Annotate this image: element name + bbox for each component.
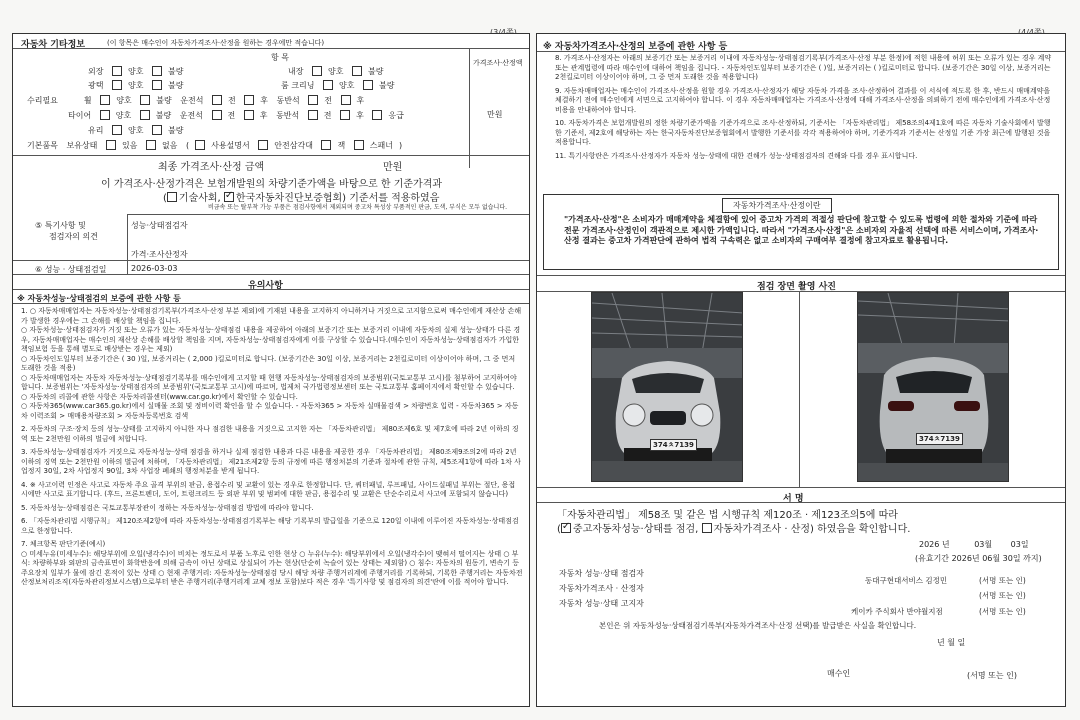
caution-title: 유의사항 [248,281,283,291]
room-clean-good-checkbox[interactable] [323,80,333,90]
exterior-good-checkbox[interactable] [112,66,122,76]
interior-bad-checkbox[interactable] [352,66,362,76]
interior-row: 내장 양호 불량 [288,67,384,76]
validity-period: (유효기간 2026년 06월 30일 까지) [915,554,1042,563]
spanner-checkbox[interactable] [354,140,364,150]
inspector-sign: (서명 또는 인) [979,576,1026,585]
special-appraiser: 가격·조사산정자 [131,250,188,259]
photo-title: 점검 장면 촬영 사진 [757,282,836,292]
used-car-check-checkbox[interactable] [561,523,571,533]
notes-list [21,307,523,703]
tire-driver-front-checkbox[interactable] [212,110,222,120]
front-plate: 374ㅊ7139 [650,439,697,451]
basis-small-note: 비금속 또는 탈부착 가능 부품은 점검사항에서 제외되며 중고차 특성상 부품적인 판금, 도색, 부식은 모두 없습니다. [208,204,508,211]
tire-bad-checkbox[interactable] [140,110,150,120]
other-info-title: 자동차 기타정보 [21,40,85,50]
price-item-9: 9. 자동차매매업자는 매수인이 가격조사·산정을 원할 경우 가격조사·산정자가 해당 자동차 가격을 조사·산정하여 결과를 이 서식에 적도록 한 후, 반드시 매매계약을 체결하기 전에 매수인에게 서면으로 고지하여야 합니다. 이 경우 자동차매매업자는 가격조사·산정에 대해 가격조사·산정을 의뢰하기 전에 매수인에게 가격조사·산정 비용을 안내하여야 합니다. [555,86,1051,114]
note-6: ○ 자동차365(www.car365.go.kr)에서 실매물 조회 및 정비이력 확인을 할 수 있습니다. - 자동차365 > 자동차 실매물검색 > 차량번호 입력 - 자동차365 > 자동차 이력조회 > 매매용차량조회 > 자동차등록번호 검색 [21,402,519,420]
jack-checkbox[interactable] [321,140,331,150]
sign-text-2: (✓ 중고자동차성능·상태를 점검, 자동차가격조사 · 산정) 하였음을 확인합니다. [557,520,910,535]
sign-text-1: 「자동차관리법」 제58조 및 같은 법 시행규칙 제120조 · 제123조의5에 따라 [557,510,898,521]
other-info-note: (이 항목은 매수인이 자동차가격조사·산정을 원하는 경우에만 적습니다) [107,39,325,47]
tire-driver-rear-checkbox[interactable] [244,110,254,120]
item-header: 항 목 [271,53,289,62]
tire-pass-front-checkbox[interactable] [308,110,318,120]
tire-row: 타이어 양호 불량 운전석 전 후 동반석 전 후 응급 [68,111,404,120]
appraiser-sign: (서명 또는 인) [979,591,1026,600]
note-7: 2. 자동차의 구조·장치 등의 성능·상태를 고지하지 아니한 자나 점검한 내용을 거짓으로 고지한 자는 「자동차관리법」 제80조제6호 및 제7호에 따라 2년 이하의 징역 또는 2천만원 이하의 벌금에 처합니다. [21,425,519,443]
sign-title: 서 명 [783,494,804,504]
wheel-row: 수리필요 휠 양호 불량 운전석 전 후 동반석 전 후 [27,96,365,105]
notice-box [543,194,1059,270]
basis-text-1: 이 가격조사·산정가격은 보험개발원의 차량기준가액을 바탕으로 한 기준가격과 [101,179,443,190]
note-1: 1. ○ 자동차매매업자는 자동차성능·상태점검기록부(가격조사·산정 부분 제외)에 기재된 내용을 고지하지 아니하거나 거짓으로 고지함으로써 매수인에게 재산상 손해가 발생한 경우에는 그 손해를 배상할 책임을 집니다. [21,307,522,325]
room-clean-row: 룸 크리닝 양호 불량 [281,81,395,90]
tire-good-checkbox[interactable] [100,110,110,120]
glass-bad-checkbox[interactable] [152,125,162,135]
right-page [536,33,1066,707]
note-8: 3. 자동차성능·상태점검자가 거짓으로 자동차성능·상태 점검을 하거나 실제 점검한 내용과 다른 내용을 제공한 경우 「자동차관리법」 제80조제9조의2에 따라 2년 이하의 징역 또는 2천만원 이하의 벌금에 처하며, 「자동차관리법」 제21조제2항 등의 규정에 따른 행정처분의 기준과 절차에 관한 규칙, 제5조제1항에 따라 1차 사업정지 30일, 2차 사업정지 90일, 3차 사업장 폐쇄의 행정처분을 받게 됩니다. [21,448,521,475]
final-price-label: 최종 가격조사·산정 금액 [158,162,265,173]
note-2: ○ 자동차성능·상태점검자가 거짓 또는 오류가 있는 자동차성능·상태점검 내용을 제공하여 아래의 보증기간 또는 보증거리 이내에 자동차의 실제 성능·상태가 다른 경우, 자동차매매업자는 매수인의 재산상 손해를 배상할 책임을 지며, 자동차성능·상태점검자에게 이를 구상할 수 있습니다.(매수인이 자동차성능·상태점검자가 가입한 책임보험 등을 통해 별도로 배상받는 경우는 제외) [21,326,521,353]
glass-good-checkbox[interactable] [112,125,122,135]
price-item-10: 10. 자동차가격은 보험개발원의 정한 차량기준가액을 기준가격으로 조사·산정하되, 기준서는 「자동차관리법」 제58조의4제1호에 따른 자동차 기술사회에서 발행한 기준서, 제2호에 해당하는 자는 한국자동차진단보증협회에서 발행한 기준서를 각각 적용하여야 하며, 기준가격과 기준서는 산정일 기준 가장 최근에 발행된 것을 적용합니다. [555,119,1051,146]
price-header: 가격조사·산정액 [473,59,523,67]
receipt-date: 년 월 일 [937,638,966,647]
front-car-photo [591,292,743,482]
wheel-driver-rear-checkbox[interactable] [244,95,254,105]
perf-date-label: ⑥ 성능 · 상태점검일 [35,265,107,274]
exterior-bad-checkbox[interactable] [152,66,162,76]
tire-emergency-checkbox[interactable] [372,110,382,120]
wheel-good-checkbox[interactable] [100,95,110,105]
note-12: 7. 체크항목 판단기준(예시) [21,540,106,548]
buyer-sign: (서명 또는 인) [967,671,1017,680]
wheel-bad-checkbox[interactable] [140,95,150,105]
gloss-good-checkbox[interactable] [112,80,122,90]
basis-text-2: ( 기술사회, ✓ 한국자동차진단보증협회) 기준서를 적용하였음 [163,189,439,204]
manual-checkbox[interactable] [195,140,205,150]
rear-car-photo [857,292,1009,482]
wheel-pass-rear-checkbox[interactable] [341,95,351,105]
notifier-sign: (서명 또는 인) [979,607,1026,616]
final-price-unit: 만원 [383,162,403,173]
special-inspector: 성능·상태점검자 [131,221,188,230]
kadia-checkbox[interactable] [224,192,234,202]
notice-text: "가격조사·산정"은 소비자가 매매계약을 체결함에 있어 중고차 가격의 적절성 판단에 참고할 수 있도록 법령에 의한 절차와 기준에 따라 전문 가격조사·산정인이 객관적으로 제시한 가액입니다. 따라서 "가격조사·산정"은 소비자의 자율적 선택에 따른 서비스이며, 가격조사·산정 결과는 중고차 가격판단에 관하여 법적 구속력은 없고 소비자의 구매여부 결정에 참고자료로 활용됩니다. [564,215,1039,245]
room-clean-bad-checkbox[interactable] [363,80,373,90]
gloss-row: 광택 양호 불량 [88,81,184,90]
price-items [555,54,1057,204]
notice-title: 자동차가격조사·산정이란 [722,198,832,213]
notifier-name: 케이카 주식회사 반야월지점 [851,607,943,616]
interior-good-checkbox[interactable] [312,66,322,76]
note-9: 4. ※ 사고이력 인정은 사고로 자동차 주요 골격 부위의 판금, 용접수리 및 교환이 있는 경우로 한정합니다. 단, 쿼터패널, 루프패널, 사이드실패널 부위는 절단, 용접 시에만 사고로 표기합니다. (후드, 프론트펜더, 도어, 트렁크리드 등 외판 부위 및 범퍼에 대한 판금, 용접수리 및 교환은 단순수리로서 사고에 포함되지 않습니다) [21,480,516,498]
notifier-label: 자동차 성능·상태 고지자 [559,599,644,608]
wheel-driver-front-checkbox[interactable] [212,95,222,105]
note-4: ○ 자동차매매업자는 자동차 자동차성능·상태점검기록부를 매수인에게 고지할 때 현행 자동차성능·상태점검자의 보증범위(국토교통부 고시)를 첨부하여 고지하여야 합니다. 보증범위는 '자동차성능·상태점검자의 보증범위'(국토교통부 고시)에 따르며, 법제처 국가법령정보센터 또는 국토교통부 홈페이지에서 확인할 수 있습니다. [21,373,517,391]
note-3: ○ 자동차인도일부터 보증기간은 ( 30 )일, 보증거리는 ( 2,000 )킬로미터로 합니다. (보증기간은 30일 이상, 보증거리는 2천킬로미터 이상이어야 하며, 그 중 먼저 도래한 것을 적용) [21,354,516,372]
inspector-label: 자동차 성능·상태 점검자 [559,569,644,578]
price-check-checkbox[interactable] [702,523,712,533]
note-5: ○ 자동차의 리콜에 관한 사항은 자동차리콜센터(www.car.go.kr)에서 확인할 수 있습니다. [21,392,298,401]
note-13: ○ 미세누유(미세누수): 해당부위에 오일(냉각수)이 비치는 정도로서 부품 노후로 인한 현상 ○ 누유(누수): 해당부위에서 오일(냉각수)이 맺혀서 떨어지는 상태 ○ 부식: 차량하부와 외판의 금속표면이 화학반응에 의해 금속이 아닌 상태로 상실되어 가는 현상(단순히 녹슬어 있는 상태는 제외함) ○ 침수: 자동차의 원동기, 변속기 등 주요장치 일부가 물에 잠긴 흔적이 있는 상태 ○ 현재 주행거리: 자동차성능·상태점검 당시 해당 차량 주행거리계에 주행거리를 기록하되, 기록한 주행거리는 자동차전산정보처리조직(자동차관리정보시스템)으로부터 받은 주행거리(주행거리계 교체 정보 포함)보다 적은 경우 '특기사항 및 점검자의 의견'란에 이를 적어야 합니다. [21,549,523,586]
holding-yes-checkbox[interactable] [106,140,116,150]
warranty-title: ※ 자동차성능·상태점검의 보증에 관한 사항 등 [17,294,181,303]
perf-date-value: 2026-03-03 [131,264,178,273]
inspector-name: 동대구현대서비스 김정민 [865,576,948,585]
price-item-11: 11. 특기사항란은 가격조사·산정자가 자동차 성능·상태에 대한 견해가 성능·상태점검자의 견해와 다를 경우 표시합니다. [555,151,918,160]
appraiser-label: 자동차가격조사 · 산정자 [559,584,644,593]
exterior-row: 외장 양호 불량 [88,67,184,76]
note-11: 6. 「자동차관리법 시행규칙」 제120조제2항에 따라 자동차성능·상태점검기록부는 해당 기록부의 발급일을 기준으로 120일 이내에 이루어진 자동차성능·상태점검으로 한정합니다. [21,517,519,535]
holding-no-checkbox[interactable] [146,140,156,150]
left-page [12,33,530,707]
rear-plate: 374ㅊ7139 [916,433,963,445]
basic-items-row: 기본품목 보유상태 있음 없음 ( 사용설명서 안전삼각대 잭 스패너 ) [27,141,403,150]
receipt-text: 본인은 위 자동차성능·상태점검기록부(자동차가격조사·산정 선택)를 발급받은 사실을 확인합니다. [599,621,917,630]
glass-row: 유리 양호 불량 [88,126,184,135]
tire-pass-rear-checkbox[interactable] [340,110,350,120]
price-unit: 만원 [487,110,503,119]
sign-date: 2026 년 03월 03일 [919,540,1029,549]
special-label-2: 점검자의 의견 [49,232,98,241]
tech-society-checkbox[interactable] [167,192,177,202]
triangle-checkbox[interactable] [258,140,268,150]
note-10: 5. 자동차성능·상태점검은 국토교통부장관이 정하는 자동차성능·상태점검 방법에 따라야 합니다. [21,503,314,512]
wheel-pass-front-checkbox[interactable] [308,95,318,105]
price-item-8: 8. 가격조사·산정자는 아래의 보증기간 또는 보증거리 이내에 자동차성능·상태점검기록부(가격조사·산정 부분 한정)에 적힌 내용에 허위 또는 오류가 있는 경우 계약 또는 관계법령에 따라 매수인에 대하여 책임을 집니다. - 자동차인도일부터 보증기간은 ( )일, 보증거리는 ( )킬로미터로 합니다. (보증기간은 30일 이상, 보증거리는 2천킬로미터 이상이어야 하며, 그 중 먼저 도래한 것을 적용합니다) [555,54,1052,81]
buyer-label: 매수인 [827,669,851,678]
special-label-1: ⑤ 특기사항 및 [35,221,86,230]
gloss-bad-checkbox[interactable] [152,80,162,90]
price-warranty-title: ※ 자동차가격조사·산정의 보증에 관한 사항 등 [543,42,728,52]
